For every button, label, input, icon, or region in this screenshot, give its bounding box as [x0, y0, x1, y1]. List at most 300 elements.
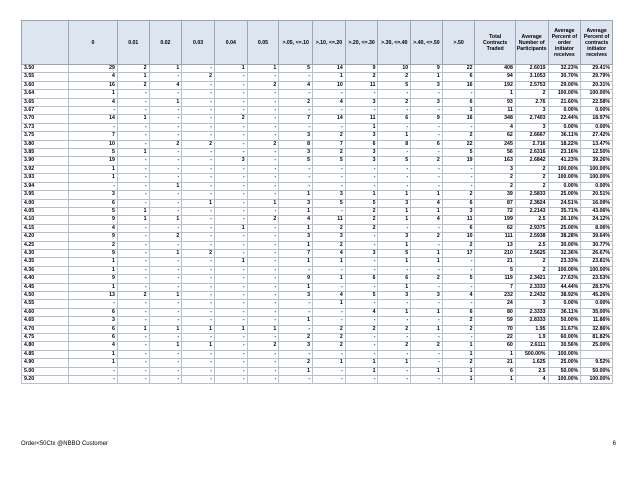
- table-cell: 30.56%: [548, 342, 581, 350]
- table-cell: -: [378, 300, 411, 308]
- table-cell: 14: [313, 65, 346, 73]
- table-cell: -: [411, 241, 443, 249]
- table-cell: 16.09%: [581, 199, 613, 207]
- table-cell: 29: [68, 65, 117, 73]
- table-cell: 24: [475, 300, 515, 308]
- table-cell: -: [247, 207, 279, 215]
- table-cell: 3: [68, 317, 117, 325]
- table-cell: 6: [345, 275, 378, 283]
- table-cell: -: [411, 300, 443, 308]
- table-cell: 1: [117, 149, 149, 157]
- table-row: [22, 191, 613, 199]
- table-cell: 2: [411, 233, 443, 241]
- table-row: [22, 123, 613, 131]
- table-cell: -: [149, 308, 182, 316]
- table-cell: -: [279, 165, 313, 173]
- table-cell: 2.3421: [515, 275, 548, 283]
- table-cell: 2: [117, 65, 149, 73]
- table-cell: 94: [475, 73, 515, 81]
- table-cell: 1: [214, 258, 247, 266]
- table-cell: -: [247, 367, 279, 375]
- table-cell: 56: [475, 149, 515, 157]
- page-number: 6: [612, 441, 616, 447]
- table-cell: -: [182, 275, 215, 283]
- table-cell: 1: [68, 258, 117, 266]
- table-cell: 408: [475, 65, 515, 73]
- table-cell: 1: [214, 224, 247, 232]
- table-cell: 100.00%: [548, 174, 581, 182]
- table-cell: 9: [68, 275, 117, 283]
- table-cell: -: [149, 283, 182, 291]
- price-cell: 3.92: [22, 165, 69, 173]
- table-cell: 8: [378, 140, 411, 148]
- table-cell: 11: [345, 81, 378, 89]
- table-cell: -: [214, 342, 247, 350]
- table-cell: 1: [182, 199, 215, 207]
- table-cell: 2: [247, 342, 279, 350]
- table-cell: 21: [475, 359, 515, 367]
- table-cell: -: [247, 174, 279, 182]
- table-cell: 26.10%: [548, 216, 581, 224]
- table-cell: -: [247, 132, 279, 140]
- table-cell: -: [214, 191, 247, 199]
- table-cell: 2: [313, 241, 346, 249]
- table-cell: 7: [68, 132, 117, 140]
- table-cell: 18.97%: [581, 115, 613, 123]
- table-cell: -: [214, 132, 247, 140]
- table-cell: -: [214, 249, 247, 257]
- table-cell: 6: [68, 325, 117, 333]
- table-cell: -: [117, 98, 149, 106]
- table-row: [22, 199, 613, 207]
- table-cell: -: [313, 207, 346, 215]
- table-cell: -: [117, 275, 149, 283]
- table-cell: 2: [442, 132, 475, 140]
- table-cell: 2.2143: [515, 207, 548, 215]
- table-cell: -: [345, 334, 378, 342]
- table-cell: -: [411, 182, 443, 190]
- table-cell: 93: [475, 98, 515, 106]
- table-cell: 7: [279, 115, 313, 123]
- table-cell: 9: [411, 65, 443, 73]
- table-cell: -: [149, 275, 182, 283]
- price-cell: 3.80: [22, 140, 69, 148]
- table-cell: -: [214, 367, 247, 375]
- column-header: >.50: [442, 21, 475, 65]
- table-cell: -: [411, 283, 443, 291]
- table-cell: 3: [442, 207, 475, 215]
- table-cell: 1: [149, 342, 182, 350]
- table-cell: -: [411, 90, 443, 98]
- table-row: [22, 249, 613, 257]
- table-cell: -: [214, 233, 247, 241]
- table-row: [22, 140, 613, 148]
- table-cell: 1: [279, 241, 313, 249]
- table-cell: 5: [68, 207, 117, 215]
- table-cell: 62: [475, 224, 515, 232]
- table-cell: -: [442, 165, 475, 173]
- price-cell: 4.35: [22, 258, 69, 266]
- table-cell: 100.00%: [548, 266, 581, 274]
- table-cell: 2: [515, 258, 548, 266]
- table-cell: -: [214, 199, 247, 207]
- table-cell: 9: [279, 275, 313, 283]
- table-cell: 31.67%: [548, 325, 581, 333]
- table-cell: -: [117, 367, 149, 375]
- table-row: [22, 300, 613, 308]
- table-cell: 1: [279, 283, 313, 291]
- table-cell: -: [68, 107, 117, 115]
- table-cell: -: [214, 182, 247, 190]
- table-cell: 60.00%: [548, 334, 581, 342]
- table-cell: 5: [475, 266, 515, 274]
- table-cell: 4: [68, 73, 117, 81]
- table-row: [22, 107, 613, 115]
- table-cell: -: [214, 283, 247, 291]
- table-cell: 2.3333: [515, 308, 548, 316]
- table-cell: 348: [475, 115, 515, 123]
- price-cell: 4.30: [22, 249, 69, 257]
- table-cell: -: [68, 182, 117, 190]
- price-cell: 4.45: [22, 283, 69, 291]
- table-cell: 2: [117, 81, 149, 89]
- table-cell: -: [313, 165, 346, 173]
- table-cell: 21.60%: [548, 98, 581, 106]
- table-cell: 1: [411, 191, 443, 199]
- table-cell: 100.00%: [548, 376, 581, 384]
- table-cell: -: [345, 174, 378, 182]
- table-cell: -: [345, 266, 378, 274]
- table-cell: -: [117, 224, 149, 232]
- table-row: [22, 317, 613, 325]
- table-cell: -: [117, 376, 149, 384]
- table-cell: 50.00%: [548, 367, 581, 375]
- table-cell: 41.23%: [548, 157, 581, 165]
- table-cell: 1: [149, 291, 182, 299]
- table-cell: -: [247, 317, 279, 325]
- table-cell: -: [313, 123, 346, 131]
- column-header: >.30, <=.40: [378, 21, 411, 65]
- table-cell: -: [182, 216, 215, 224]
- table-cell: 1: [279, 191, 313, 199]
- table-cell: -: [149, 367, 182, 375]
- table-cell: -: [247, 90, 279, 98]
- table-cell: 4: [149, 81, 182, 89]
- table-cell: 119: [475, 275, 515, 283]
- table-cell: 0.00%: [548, 107, 581, 115]
- table-cell: -: [442, 258, 475, 266]
- table-cell: 2.6111: [515, 342, 548, 350]
- table-cell: -: [182, 266, 215, 274]
- table-cell: 2: [279, 98, 313, 106]
- table-cell: -: [182, 359, 215, 367]
- table-cell: 1: [68, 359, 117, 367]
- table-cell: 1: [378, 132, 411, 140]
- table-cell: -: [214, 140, 247, 148]
- table-cell: -: [117, 182, 149, 190]
- table-cell: 2: [411, 342, 443, 350]
- table-cell: 9: [68, 216, 117, 224]
- table-cell: 2: [475, 174, 515, 182]
- table-cell: -: [149, 123, 182, 131]
- table-cell: 3: [313, 191, 346, 199]
- column-header: Average Percent of order initiator receives: [548, 21, 581, 65]
- table-cell: -: [279, 350, 313, 358]
- table-cell: 72: [475, 207, 515, 215]
- table-cell: 1: [345, 359, 378, 367]
- price-cell: 3.60: [22, 81, 69, 89]
- column-header: >.20, <=.30: [345, 21, 378, 65]
- table-cell: 5: [378, 249, 411, 257]
- table-cell: -: [182, 376, 215, 384]
- table-cell: 25.00%: [548, 191, 581, 199]
- table-cell: 1: [279, 207, 313, 215]
- table-cell: 1: [442, 342, 475, 350]
- table-row: [22, 233, 613, 241]
- table-cell: 3: [411, 98, 443, 106]
- table-cell: -: [247, 376, 279, 384]
- table-cell: 1: [68, 90, 117, 98]
- table-cell: 4: [68, 98, 117, 106]
- table-cell: 13: [68, 291, 117, 299]
- table-cell: -: [279, 107, 313, 115]
- table-cell: -: [247, 157, 279, 165]
- table-cell: -: [149, 73, 182, 81]
- table-cell: 3: [279, 132, 313, 140]
- table-cell: 16: [68, 81, 117, 89]
- table-cell: -: [117, 233, 149, 241]
- table-cell: -: [442, 174, 475, 182]
- table-cell: -: [214, 207, 247, 215]
- table-cell: -: [182, 149, 215, 157]
- table-cell: -: [214, 107, 247, 115]
- table-cell: -: [214, 81, 247, 89]
- table-cell: -: [345, 165, 378, 173]
- table-cell: -: [182, 334, 215, 342]
- table-cell: -: [442, 334, 475, 342]
- table-cell: 1: [313, 359, 346, 367]
- table-row: [22, 174, 613, 182]
- table-cell: 30.70%: [548, 73, 581, 81]
- table-cell: 1: [475, 350, 515, 358]
- table-row: [22, 132, 613, 140]
- table-cell: 13.47%: [581, 140, 613, 148]
- table-cell: 1: [345, 123, 378, 131]
- table-row: [22, 342, 613, 350]
- column-header: >.05, <=.10: [279, 21, 313, 65]
- table-cell: 12.50%: [581, 149, 613, 157]
- table-cell: -: [214, 334, 247, 342]
- table-cell: -: [182, 157, 215, 165]
- price-cell: 3.65: [22, 98, 69, 106]
- table-cell: 18.22%: [548, 140, 581, 148]
- table-cell: 29.00%: [548, 81, 581, 89]
- table-cell: -: [411, 132, 443, 140]
- table-cell: -: [247, 258, 279, 266]
- table-cell: 43.06%: [581, 207, 613, 215]
- price-cell: 4.85: [22, 350, 69, 358]
- table-cell: 1: [442, 350, 475, 358]
- table-cell: 2: [313, 334, 346, 342]
- table-cell: 100.00%: [548, 90, 581, 98]
- price-cell: 3.90: [22, 157, 69, 165]
- column-header: Total Contracts Traded: [475, 21, 515, 65]
- table-cell: -: [345, 233, 378, 241]
- table-cell: 1: [411, 325, 443, 333]
- table-cell: -: [149, 376, 182, 384]
- table-row: [22, 216, 613, 224]
- table-cell: -: [117, 258, 149, 266]
- table-cell: 6: [68, 308, 117, 316]
- table-cell: 2: [378, 98, 411, 106]
- table-cell: 1.9: [515, 334, 548, 342]
- table-cell: 100.00%: [581, 376, 613, 384]
- table-cell: 17: [442, 249, 475, 257]
- header-row: [22, 21, 613, 65]
- table-cell: -: [214, 165, 247, 173]
- column-header: 0.01: [117, 21, 149, 65]
- table-cell: 245: [475, 140, 515, 148]
- table-cell: 10: [68, 140, 117, 148]
- table-cell: 2: [279, 334, 313, 342]
- table-cell: 1: [279, 367, 313, 375]
- table-cell: -: [247, 308, 279, 316]
- table-cell: 6: [442, 308, 475, 316]
- table-cell: -: [345, 376, 378, 384]
- table-cell: 20.51%: [581, 191, 613, 199]
- table-cell: 1: [345, 191, 378, 199]
- table-cell: 2: [411, 275, 443, 283]
- table-cell: -: [117, 191, 149, 199]
- table-cell: -: [411, 174, 443, 182]
- table-cell: 4: [411, 216, 443, 224]
- table-cell: 45.26%: [581, 291, 613, 299]
- table-cell: -: [378, 367, 411, 375]
- table-cell: -: [411, 317, 443, 325]
- table-cell: -: [345, 342, 378, 350]
- table-row: [22, 81, 613, 89]
- table-cell: 11: [345, 115, 378, 123]
- table-cell: 1: [313, 275, 346, 283]
- table-cell: 2.5: [515, 216, 548, 224]
- table-cell: 28.57%: [581, 283, 613, 291]
- table-cell: 2.5938: [515, 233, 548, 241]
- table-row: [22, 266, 613, 274]
- table-cell: 11.86%: [581, 317, 613, 325]
- table-row: [22, 308, 613, 316]
- table-cell: 2.6019: [515, 65, 548, 73]
- table-row: [22, 359, 613, 367]
- table-cell: 4: [313, 291, 346, 299]
- table-cell: -: [313, 308, 346, 316]
- table-cell: 59: [475, 317, 515, 325]
- table-cell: 1: [279, 224, 313, 232]
- table-cell: -: [378, 266, 411, 274]
- table-row: [22, 291, 613, 299]
- table-cell: -: [247, 249, 279, 257]
- table-cell: -: [247, 334, 279, 342]
- table-cell: 60: [475, 342, 515, 350]
- table-cell: 14: [68, 115, 117, 123]
- column-header: >.10, <=.20: [313, 21, 346, 65]
- column-header: 0.02: [149, 21, 182, 65]
- table-cell: 2: [378, 342, 411, 350]
- table-row: [22, 350, 613, 358]
- table-cell: -: [247, 350, 279, 358]
- table-cell: -: [214, 300, 247, 308]
- table-cell: -: [68, 123, 117, 131]
- table-row: [22, 90, 613, 98]
- table-cell: -: [149, 300, 182, 308]
- table-cell: 2: [515, 90, 548, 98]
- table-cell: -: [411, 149, 443, 157]
- table-cell: -: [182, 65, 215, 73]
- table-cell: 0.00%: [548, 123, 581, 131]
- table-cell: -: [149, 191, 182, 199]
- table-cell: 25.00%: [548, 359, 581, 367]
- table-cell: 3: [313, 233, 346, 241]
- table-cell: -: [345, 90, 378, 98]
- table-cell: 2: [247, 140, 279, 148]
- table-cell: -: [214, 73, 247, 81]
- table-cell: 2.6667: [515, 132, 548, 140]
- table-cell: 1: [247, 199, 279, 207]
- column-header: Average Percent of contracts initiator receives: [581, 21, 613, 65]
- price-cell: 3.73: [22, 123, 69, 131]
- column-header: 0.05: [247, 21, 279, 65]
- table-cell: 2: [247, 81, 279, 89]
- table-cell: 10: [442, 233, 475, 241]
- table-cell: 6: [378, 275, 411, 283]
- table-cell: 20.31%: [581, 81, 613, 89]
- table-cell: 5: [68, 149, 117, 157]
- table-cell: 1: [149, 182, 182, 190]
- table-cell: 81.82%: [581, 334, 613, 342]
- table-cell: -: [411, 266, 443, 274]
- table-cell: 70: [475, 325, 515, 333]
- table-cell: -: [149, 165, 182, 173]
- table-cell: -: [345, 350, 378, 358]
- table-cell: -: [378, 107, 411, 115]
- table-cell: 3: [515, 123, 548, 131]
- table-cell: 62: [475, 132, 515, 140]
- table-cell: -: [247, 182, 279, 190]
- table-cell: -: [214, 174, 247, 182]
- table-cell: 6: [345, 140, 378, 148]
- price-cell: 4.50: [22, 291, 69, 299]
- table-cell: 1: [378, 241, 411, 249]
- table-cell: -: [313, 107, 346, 115]
- price-cell: 3.67: [22, 107, 69, 115]
- table-cell: 7: [475, 283, 515, 291]
- table-cell: -: [345, 283, 378, 291]
- table-cell: 21: [475, 258, 515, 266]
- table-cell: 2: [345, 207, 378, 215]
- table-cell: -: [117, 317, 149, 325]
- table-cell: 4: [68, 224, 117, 232]
- table-cell: -: [247, 149, 279, 157]
- table-cell: 24.12%: [581, 216, 613, 224]
- column-header: >.40, <=.50: [411, 21, 443, 65]
- table-cell: 1: [149, 216, 182, 224]
- table-cell: -: [68, 300, 117, 308]
- table-cell: -: [247, 241, 279, 249]
- table-cell: 1: [247, 325, 279, 333]
- table-cell: 1: [442, 376, 475, 384]
- table-cell: 6: [475, 367, 515, 375]
- table-cell: 9: [68, 233, 117, 241]
- table-cell: 1: [475, 90, 515, 98]
